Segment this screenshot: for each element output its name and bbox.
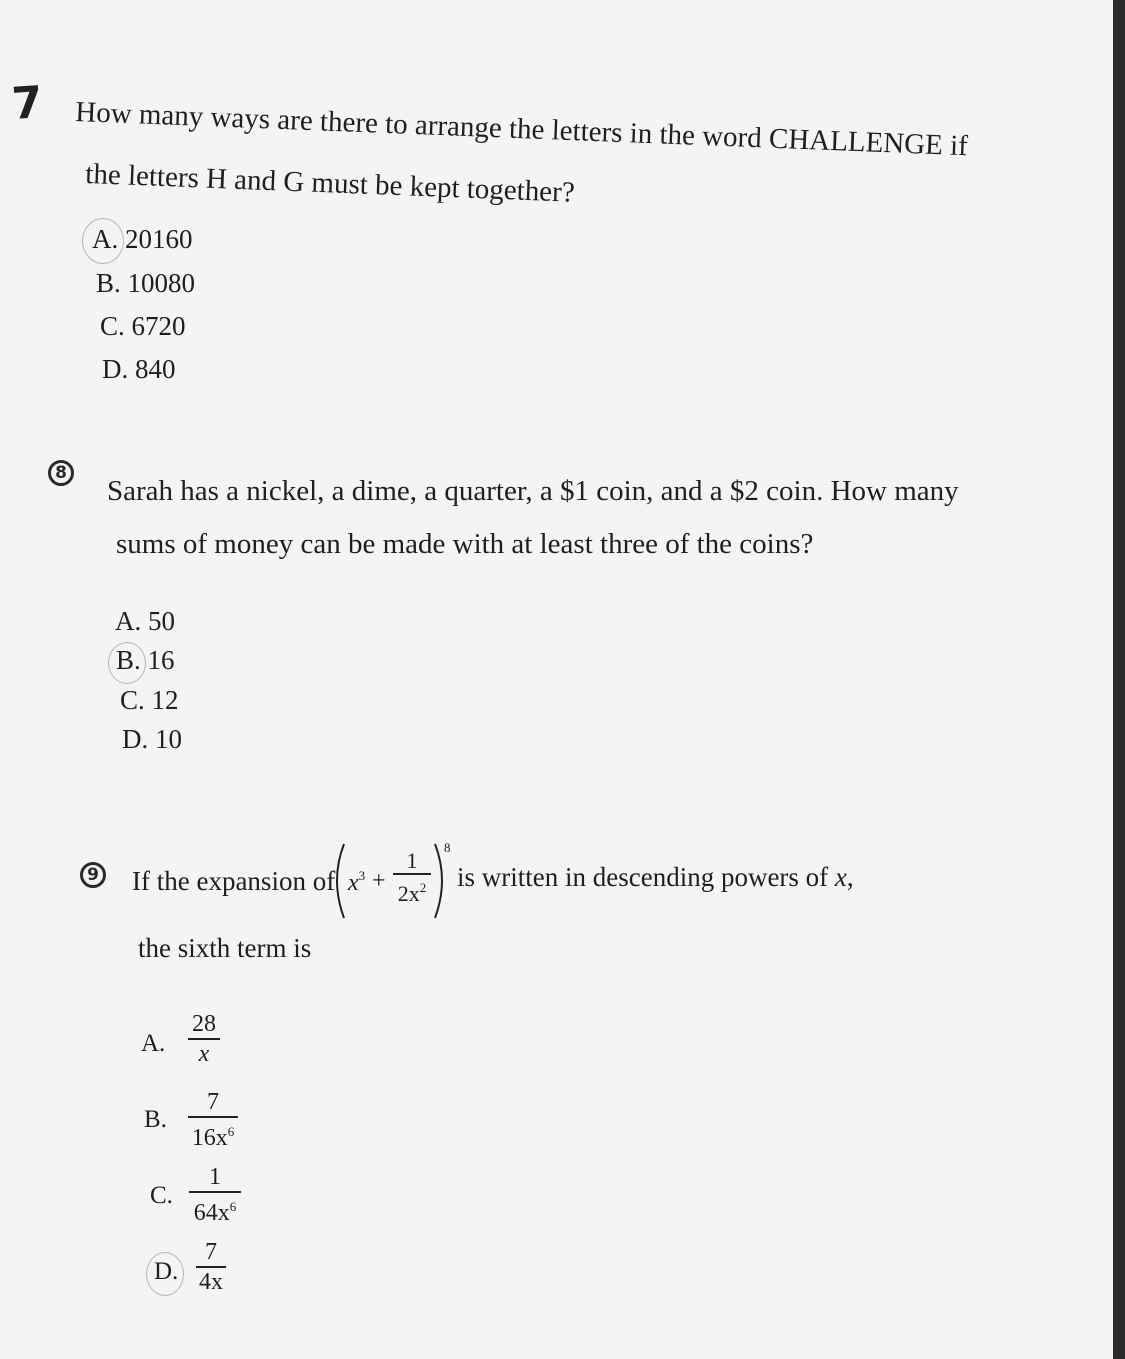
question-9-expression xyxy=(328,838,458,922)
question-9-option-d-fraction[interactable]: 7 4x xyxy=(196,1238,226,1296)
question-9-option-b-label[interactable]: B. xyxy=(144,1106,167,1133)
question-9-text-before: If the expansion of xyxy=(132,866,336,896)
question-7-text-line1: How many ways are there to arrange the letters in the word CHALLENGE if xyxy=(74,96,969,163)
question-9-option-b-fraction[interactable]: 7 $16x^6$ xyxy=(188,1088,238,1152)
expr-denominator-exponent: 2 xyxy=(419,879,427,895)
question-8-number: 8 xyxy=(48,460,74,486)
question-7-option-d[interactable]: D. 840 xyxy=(102,354,176,384)
question-7-option-c[interactable]: C. 6720 xyxy=(100,311,186,341)
question-9-option-c-fraction[interactable]: 1 $64x^6$ xyxy=(189,1163,241,1227)
question-7-option-a[interactable]: A. 20160 xyxy=(92,224,193,254)
question-9-number: 9 xyxy=(80,862,106,888)
question-8-text-line2: sums of money can be made with at least three of the coins? xyxy=(116,528,814,560)
question-8-option-a[interactable]: A. 50 xyxy=(115,606,175,636)
expr-base-exponent: 3 xyxy=(358,868,366,883)
expr-numerator: 1 xyxy=(406,848,418,873)
expr-denominator: 2x xyxy=(397,880,420,906)
question-8-text-line1: Sarah has a nickel, a dime, a quarter, a $1 coin, and a $2 coin. How many xyxy=(107,475,959,507)
expr-plus: + xyxy=(372,868,386,894)
question-8-option-d[interactable]: D. 10 xyxy=(122,724,182,754)
question-7-text-line2: the letters H and G must be kept together? xyxy=(84,158,576,209)
question-8-option-c[interactable]: C. 12 xyxy=(120,685,179,715)
expr-outer-power: 8 xyxy=(444,840,451,855)
question-9-text-after: is written in descending powers of x, xyxy=(457,862,854,892)
question-9-option-a-label[interactable]: A. xyxy=(141,1030,166,1057)
question-7-number: 7 xyxy=(10,76,45,131)
expr-fraction xyxy=(392,848,432,907)
question-7-option-b[interactable]: B. 10080 xyxy=(96,268,196,298)
question-9-text-line2: the sixth term is xyxy=(138,933,312,963)
question-9-option-d-label[interactable]: D. xyxy=(154,1258,179,1285)
page-edge-shadow xyxy=(1113,0,1125,1359)
question-9-option-c-label[interactable]: C. xyxy=(150,1182,173,1209)
expr-base: x xyxy=(348,870,359,896)
question-9-option-a-fraction[interactable]: 28 x xyxy=(188,1010,220,1068)
question-8-option-b[interactable]: B. 16 xyxy=(116,645,175,675)
